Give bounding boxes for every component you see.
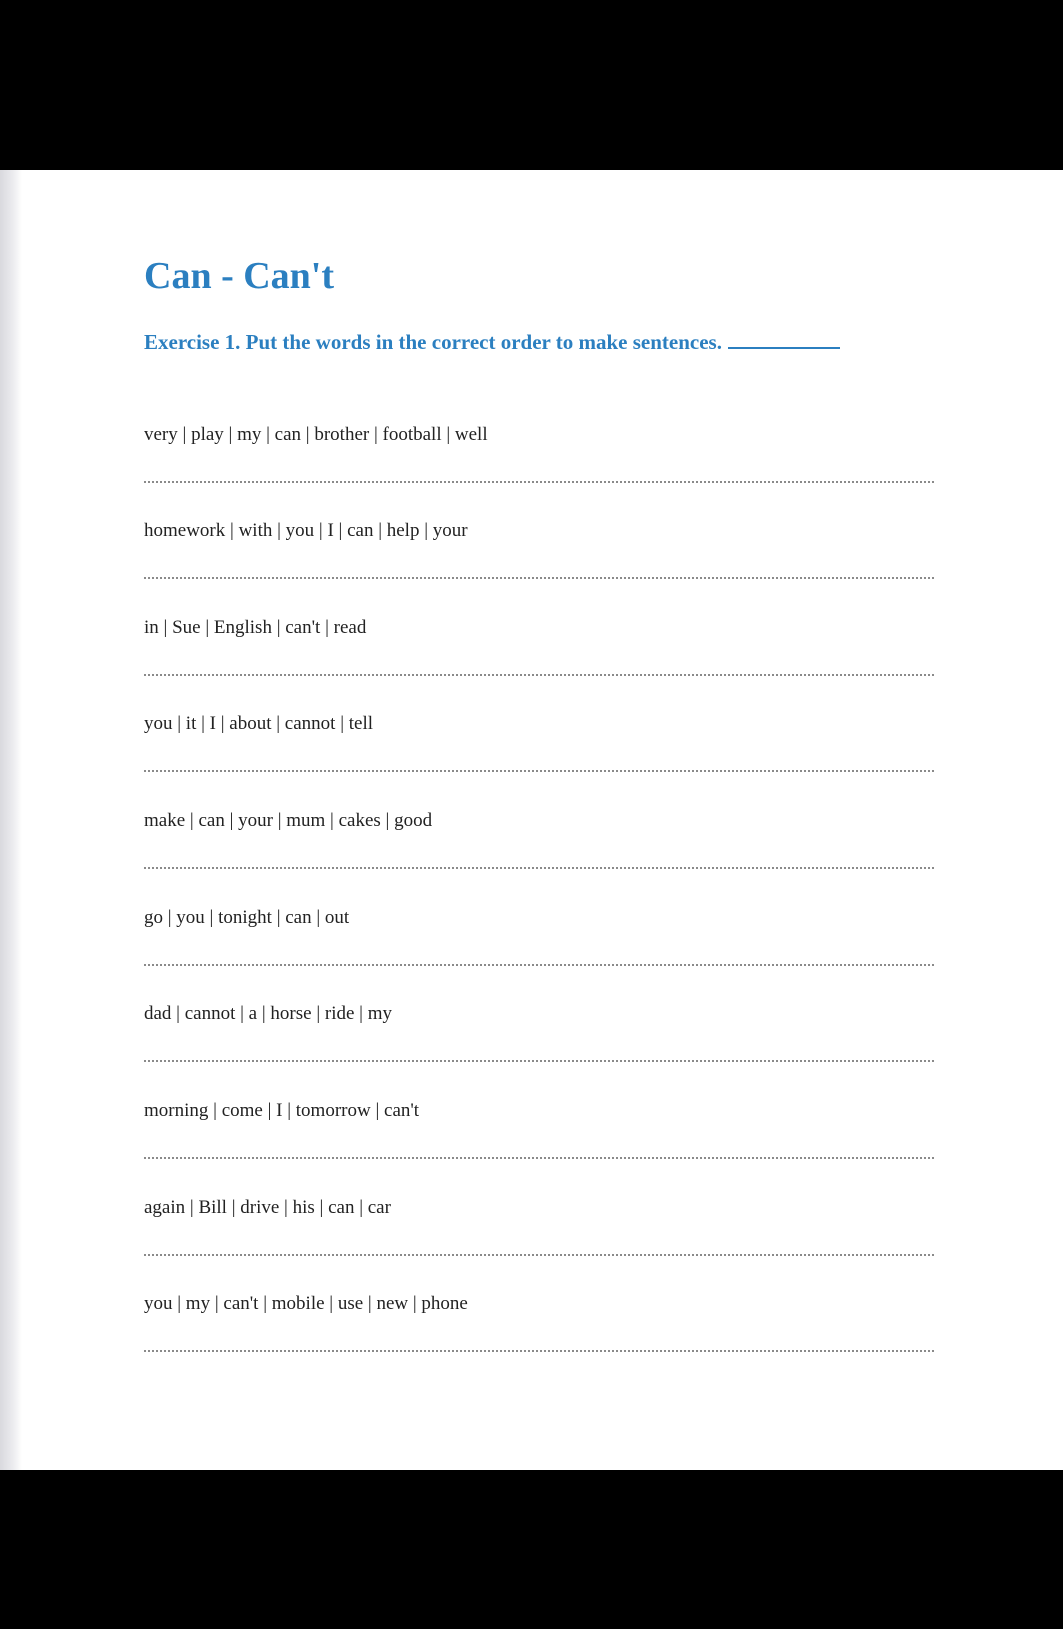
- answer-line[interactable]: [144, 964, 934, 966]
- answer-line[interactable]: [144, 481, 934, 483]
- answer-line[interactable]: [144, 1157, 934, 1159]
- word-prompt: morning | come | I | tomorrow | can't: [144, 1100, 420, 1121]
- exercise-item: [144, 1099, 934, 1123]
- exercise-item: [144, 1196, 934, 1220]
- bottom-black-bar: [0, 1470, 1063, 1629]
- answer-line[interactable]: [144, 1350, 934, 1352]
- word-prompt: again | Bill | drive | his | can | car: [144, 1197, 391, 1218]
- answer-line[interactable]: [144, 770, 934, 772]
- answer-line[interactable]: [144, 1254, 934, 1256]
- page-edge-shadow: [0, 170, 22, 1470]
- answer-line[interactable]: [144, 1060, 934, 1062]
- worksheet-page: [0, 170, 1063, 1470]
- exercise-heading-text: Exercise 1. Put the words in the correct order to make sentences.: [144, 330, 722, 354]
- exercise-item: [144, 519, 934, 543]
- word-prompt: you | it | I | about | cannot | tell: [144, 713, 374, 734]
- word-prompt: go | you | tonight | can | out: [144, 907, 350, 928]
- word-prompt: make | can | your | mum | cakes | good: [144, 810, 433, 831]
- heading-blank-line: [728, 333, 840, 349]
- exercise-item: [144, 906, 934, 930]
- exercise-item: [144, 1002, 934, 1026]
- word-prompt: you | my | can't | mobile | use | new | phone: [144, 1293, 468, 1314]
- top-black-bar: [0, 0, 1063, 170]
- answer-line[interactable]: [144, 674, 934, 676]
- answer-line[interactable]: [144, 577, 934, 579]
- answer-line[interactable]: [144, 867, 934, 869]
- exercise-heading: [144, 330, 840, 355]
- exercise-item: [144, 809, 934, 833]
- exercise-item: [144, 712, 934, 736]
- page-title: Can - Can't: [144, 255, 335, 297]
- word-prompt: dad | cannot | a | horse | ride | my: [144, 1003, 393, 1024]
- exercise-item: [144, 423, 934, 447]
- word-prompt: homework | with | you | I | can | help | your: [144, 520, 468, 541]
- exercise-item: [144, 616, 934, 640]
- word-prompt: in | Sue | English | can't | read: [144, 617, 367, 638]
- word-prompt: very | play | my | can | brother | football | well: [144, 424, 488, 445]
- exercise-item: [144, 1292, 934, 1316]
